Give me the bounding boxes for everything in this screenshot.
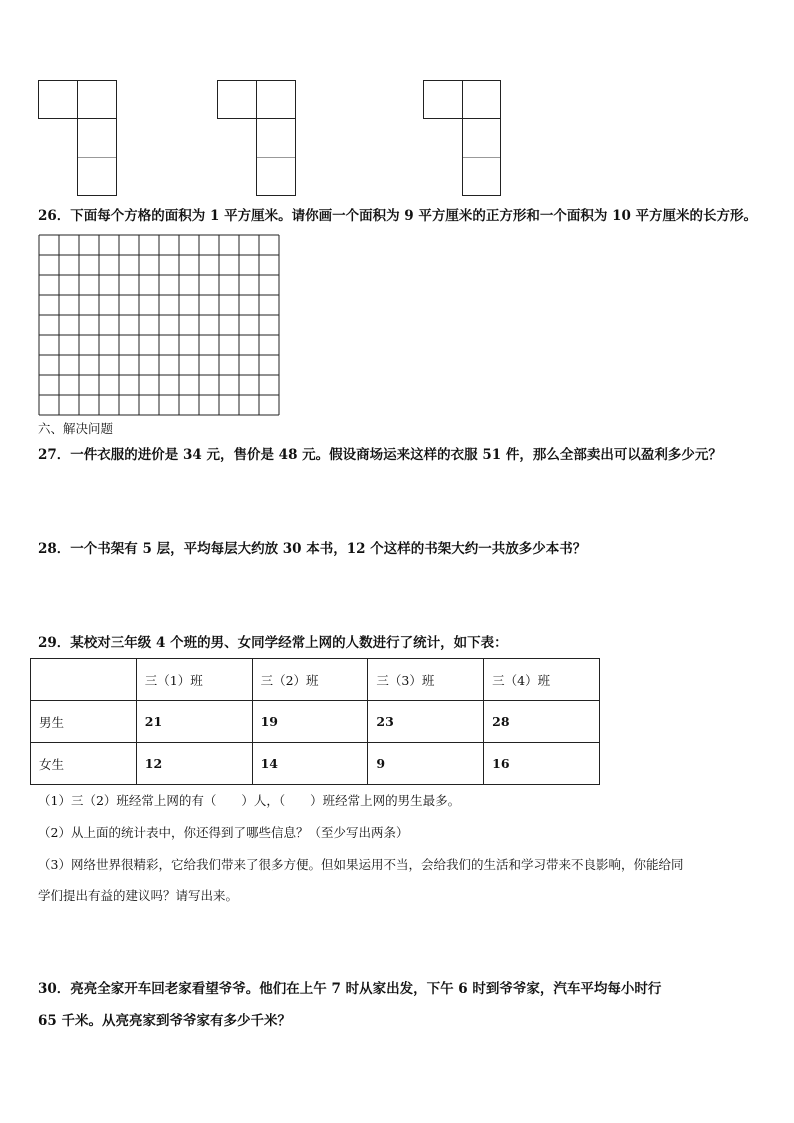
row-label: 男生 — [31, 701, 137, 743]
table-row — [31, 701, 600, 743]
table-header-row — [31, 659, 600, 701]
table-header-cell: 三（4）班 — [484, 659, 600, 701]
table-cell: 16 — [484, 743, 600, 785]
stats-table — [30, 658, 600, 785]
table-cell: 14 — [252, 743, 368, 785]
table-cell: 23 — [368, 701, 484, 743]
question-29-sub-2: （2）从上面的统计表中，你还得到了哪些信息？（至少写出两条） — [38, 825, 409, 840]
question-29-sub-3-line-1: （3）网络世界很精彩，它给我们带来了很多方便。但如果运用不当，会给我们的生活和学习带来不良影响，你能给同 — [38, 857, 684, 872]
table-cell: 19 — [252, 701, 368, 743]
table-cell: 9 — [368, 743, 484, 785]
square-grid[interactable] — [38, 234, 280, 416]
table-cell: 21 — [136, 701, 252, 743]
table-header-cell: 三（1）班 — [136, 659, 252, 701]
question-29: 29．某校对三年级 4 个班的男、女同学经常上网的人数进行了统计，如下表： — [38, 635, 508, 651]
question-30-line-1: 30．亮亮全家开车回老家看望爷爷。他们在上午 7 时从家出发，下午 6 时到爷爷家，汽车平均每小时行 — [38, 981, 662, 997]
table-cell: 12 — [136, 743, 252, 785]
table-cell: 28 — [484, 701, 600, 743]
table-header-cell: 三（3）班 — [368, 659, 484, 701]
question-30-line-2: 65 千米。从亮亮家到爷爷家有多少千米？ — [38, 1013, 291, 1029]
question-26: 26．下面每个方格的面积为 1 平方厘米。请你画一个面积为 9 平方厘米的正方形和一个面积为 10 平方厘米的长方形。 — [38, 208, 758, 224]
row-label: 女生 — [31, 743, 137, 785]
table-header-cell — [31, 659, 137, 701]
table-row — [31, 743, 600, 785]
question-28: 28．一个书架有 5 层，平均每层大约放 30 本书，12 个这样的书架大约一共放多少本书？ — [38, 541, 587, 557]
section-heading: 六、解决问题 — [38, 421, 114, 436]
question-29-sub-1: （1）三（2）班经常上网的有（ ）人，（ ）班经常上网的男生最多。 — [38, 793, 461, 808]
table-header-cell: 三（2）班 — [252, 659, 368, 701]
question-29-sub-3-line-2: 学们提出有益的建议吗？请写出来。 — [38, 888, 239, 903]
question-27: 27．一件衣服的进价是 34 元，售价是 48 元。假设商场运来这样的衣服 51 件，那么全部卖出可以盈利多少元？ — [38, 447, 722, 463]
